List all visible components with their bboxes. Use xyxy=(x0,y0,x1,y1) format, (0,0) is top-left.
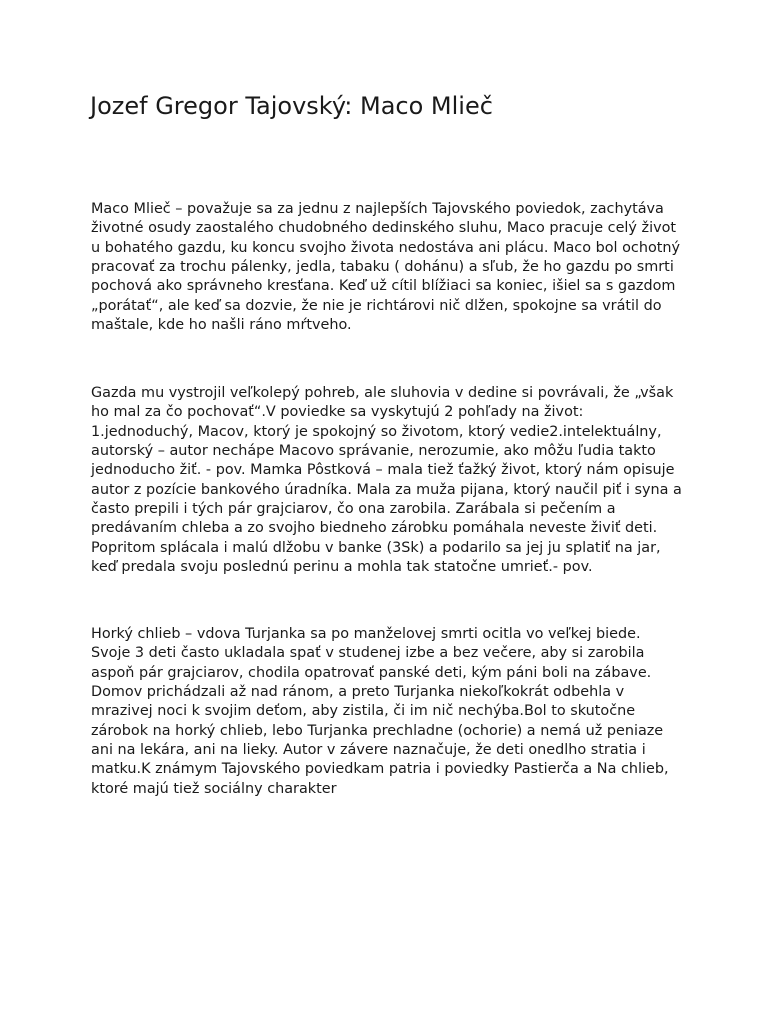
paragraph-line: 1.jednoduchý, Macov, ktorý je spokojný so životom, ktorý vedie2.intelektuálny, xyxy=(91,423,662,440)
document-title: Jozef Gregor Tajovský: Maco Mlieč xyxy=(90,92,493,120)
paragraph-line: aspoň pár grajciarov, chodila opatrovať panské deti, kým páni boli na zábave. xyxy=(91,664,652,681)
paragraph-line: pochová ako správneho kresťana. Keď už cítil blížiaci sa koniec, išiel sa s gazdom xyxy=(91,278,676,295)
paragraph-line: mrazivej noci k svojim deťom, aby zistila, či im nič nechýba.Bol to skutočne xyxy=(91,703,636,720)
paragraph-line: často prepili i tých pár grajciarov, čo ona zarobila. Zarábala si pečením a xyxy=(91,501,616,518)
paragraph-line: predávaním chleba a zo svojho biedneho zárobku pomáhala neveste živiť deti. xyxy=(91,520,658,537)
paragraph-line: „porátať“, ale keď sa dozvie, že nie je richtárovi nič dlžen, spokojne sa vrátil do xyxy=(91,297,662,314)
paragraph-line: ho mal za čo pochovať“.V poviedke sa vyskytujú 2 pohľady na život: xyxy=(91,404,584,421)
paragraph-line: Maco Mlieč – považuje sa za jednu z najlepších Tajovského poviedok, zachytáva xyxy=(91,201,664,217)
paragraph-line: autor z pozície bankového úradníka. Mala za muža pijana, ktorý naučil piť i syna a xyxy=(91,481,682,498)
paragraph-line: keď predala svoju poslednú perinu a mohla tak statočne umrieť.- pov. xyxy=(91,559,593,576)
paragraph-line: Svoje 3 deti často ukladala spať v studenej izbe a bez večere, aby si zarobila xyxy=(91,645,645,662)
paragraph-pohreb-mamka-postkova xyxy=(91,384,691,577)
paragraph-line: maštale, kde ho našli ráno mŕtveho. xyxy=(91,317,352,334)
paragraph-line: Gazda mu vystrojil veľkolepý pohreb, ale sluhovia v dedine si povrávali, že „však xyxy=(91,385,674,401)
paragraph-horky-chlieb xyxy=(91,625,691,799)
paragraph-line: ktoré majú tiež sociálny charakter xyxy=(91,780,337,797)
paragraph-line: autorský – autor nechápe Macovo správanie, nerozumie, ako môžu ľudia takto xyxy=(91,443,656,460)
paragraph-line: zárobok na horký chlieb, lebo Turjanka prechladne (ochorie) a nemá už peniaze xyxy=(91,722,664,739)
paragraph-line: pracovať za trochu pálenky, jedla, tabaku ( dohánu) a sľub, že ho gazdu po smrti xyxy=(91,259,674,276)
paragraph-line: u bohatého gazdu, ku koncu svojho života nedostáva ani plácu. Maco bol ochotný xyxy=(91,239,681,256)
paragraph-line: matku.K známym Tajovského poviedkam patria i poviedky Pastierča a Na chlieb, xyxy=(91,761,669,778)
paragraph-maco-mliec xyxy=(91,200,691,335)
paragraph-line: Popritom splácala i malú dlžobu v banke (3Sk) a podarilo sa jej ju splatiť na jar, xyxy=(91,539,661,556)
paragraph-line: ani na lekára, ani na lieky. Autor v závere naznačuje, že deti onedlho stratia i xyxy=(91,742,646,759)
paragraph-line: životné osudy zaostalého chudobného dedinského sluhu, Maco pracuje celý život xyxy=(91,220,677,237)
paragraph-line: Domov prichádzali až nad ránom, a preto Turjanka niekoľkokrát odbehla v xyxy=(91,684,625,701)
paragraph-line: jednoducho žiť. - pov. Mamka Pôstková – mala tiež ťažký život, ktorý nám opisuje xyxy=(91,462,675,479)
paragraph-line: Horký chlieb – vdova Turjanka sa po manželovej smrti ocitla vo veľkej biede. xyxy=(91,626,641,642)
